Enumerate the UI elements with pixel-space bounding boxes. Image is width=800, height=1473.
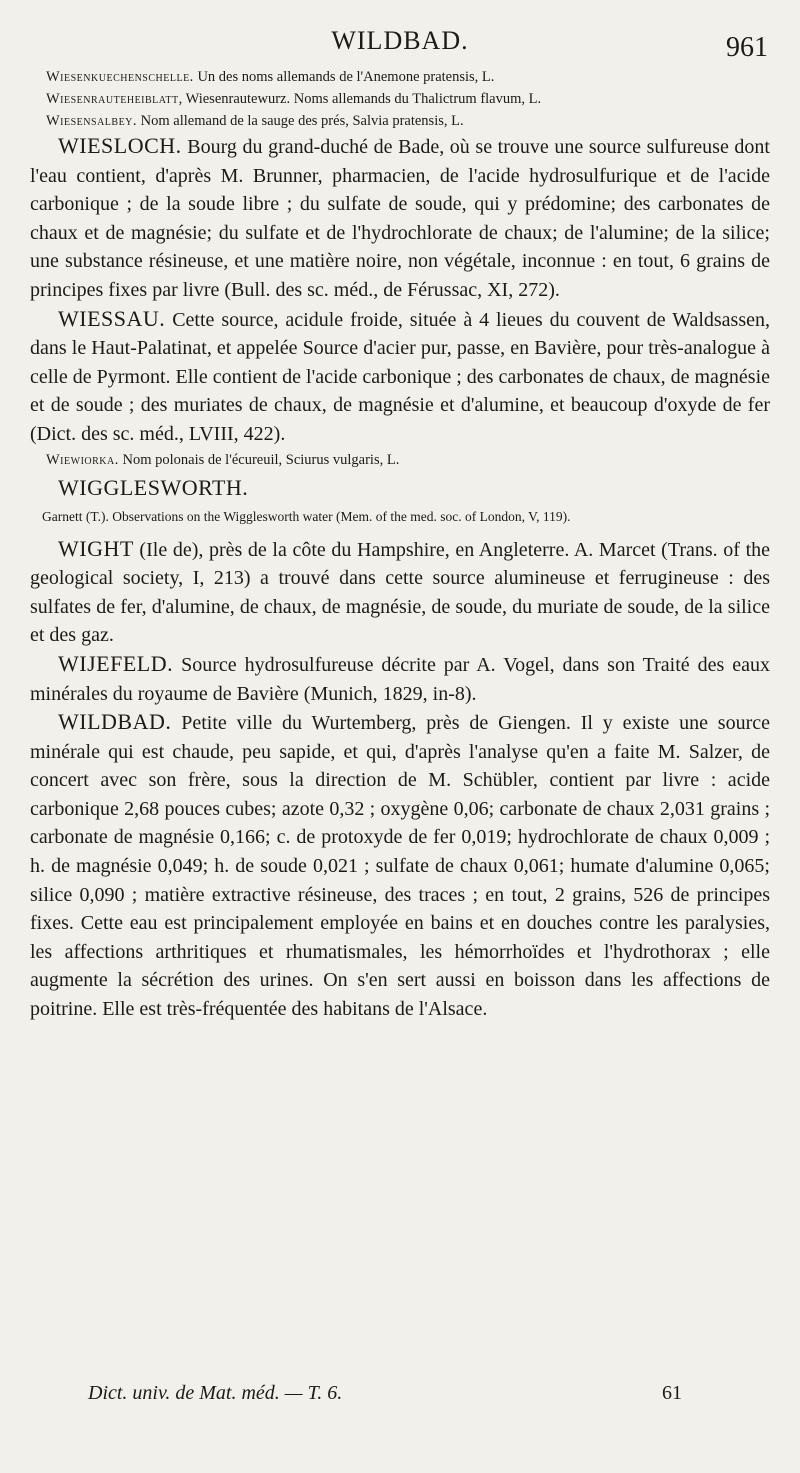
entry-headword: WIGHT (58, 535, 134, 561)
entry-text: Nom polonais de l'écureuil, Sciurus vulgaris, L. (118, 451, 400, 468)
entry-text: Source hydrosulfureuse décrite par A. Vogel, dans son Traité des eaux minérales du royaume de Bavière (Munich, 1829, in-8). (30, 653, 770, 705)
entry-headword: Wiewiorka. (46, 451, 119, 468)
entry-text: Un des noms allemands de l'Anemone pratensis, L. (193, 69, 495, 85)
running-title: WILDBAD. (331, 26, 469, 55)
entry-wiesloch (30, 132, 770, 305)
footer-sheet-number: 61 (662, 1382, 682, 1404)
entry-wigglesworth-headword: WIGGLESWORTH. (58, 474, 249, 500)
entry-wiesensalbey (30, 110, 770, 132)
page-number: 961 (726, 32, 768, 63)
entry-wiesenkuechenschelle (30, 66, 770, 88)
entry-text: Petite ville du Wurtemberg, près de Giengen. Il y existe une source minérale qui est chaude, peu sapide, et qui, d'après l'analyse qu'en a faite M. Salzer, de concert avec son frère, sous la direction de M. Schübler, contient par livre : acide carbonique 2,68 pouces cubes; azote 0,32 ; oxygène 0,06; carbonate de chaux 2,031 grains ; carbonate de magnésie 0,166; c. de protoxyde de fer 0,019; hydrochlorate de chaux 0,009 ; h. de magnésie 0,049; h. de soude 0,021 ; sulfate de chaux 0,061; humate d'alumine 0,065; silice 0,090 ; matière extractive résineuse, des traces ; en tout, 2 grains, 526 de principes fixes. Cette eau est principalement employée en bains et en douches contre les paralysies, les affections arthritiques et rhumatismales, les hémorrhoïdes et l'hydrothorax ; elle augmente la sécrétion des urines. On s'en sert aussi en boisson dans les affections de poitrine. Elle est très-fréquentée des habitans de l'Alsace. (30, 712, 770, 1021)
entry-headword: Wiesenkuechenschelle. (46, 69, 194, 85)
running-head (30, 26, 770, 66)
entry-headword: WIESSAU. (58, 305, 166, 331)
entry-headword: Wiesensalbey. (46, 113, 138, 129)
entry-text: , Wiesenrautewurz. Noms allemands du Thalictrum flavum, L. (178, 91, 542, 107)
entry-text: Nom allemand de la sauge des prés, Salvia pratensis, L. (137, 113, 464, 129)
entry-headword: WILDBAD. (58, 709, 172, 735)
entry-wijefeld (30, 650, 770, 708)
page-footer (88, 1382, 682, 1405)
entry-text: Cette source, acidule froide, située à 4 lieues du couvent de Waldsassen, dans le Haut-Palatinat, et appelée Source d'acier pur, passe, en Bavière, pour très-analogue à celle de Pyrmont. Elle contient de l'acide carbonique ; des carbonates de chaux, de magnésie et de soude ; des muriates de chaux, de magnésie et d'alumine, et beaucoup d'oxyde de fer (Dict. des sc. méd., LVIII, 422). (30, 308, 770, 445)
footer-signature: Dict. univ. de Mat. méd. — T. 6. (88, 1382, 343, 1404)
entry-headword: WIJEFELD. (58, 650, 174, 676)
entry-wiessau (30, 305, 770, 449)
entry-headword: WIESLOCH. (58, 133, 182, 158)
entry-text: (Ile de), près de la côte du Hampshire, en Angleterre. A. Marcet (Trans. of the geological society, I, 213) a trouvé dans cette source alumineuse et ferrugineuse : des sulfates de fer, d'alumine, de chaux, de magnésie, de soude, du muriate de soude, de la silice et des gaz. (30, 538, 770, 647)
entry-text: Bourg du grand-duché de Bade, où se trouve une source sulfureuse dont l'eau contient, d'après M. Brunner, pharmacien, de l'acide hydrosulfurique et de l'acide carbonique ; de la soude libre ; du sulfate de soude, qui y prédomine; des carbonates de chaux et de magnésie; du sulfate et de l'hydrochlorate de chaux; de l'alumine; de la silice; une substance résineuse, et une matière noire, non végétale, inconnue : en tout, 6 grains de principes fixes par livre (Bull. des sc. méd., de Férussac, XI, 272). (30, 136, 770, 301)
entry-wigglesworth-biblio: Garnett (T.). Observations on the Wigglesworth water (Mem. of the med. soc. of London, V, 119). (42, 508, 571, 524)
entry-wiewiorka (30, 449, 770, 471)
entry-wiesenrauteheiblatt (30, 88, 770, 110)
entry-wildbad (30, 708, 770, 1024)
entry-wight (30, 535, 770, 650)
entry-headword: Wiesenrauteheiblatt (46, 91, 179, 107)
